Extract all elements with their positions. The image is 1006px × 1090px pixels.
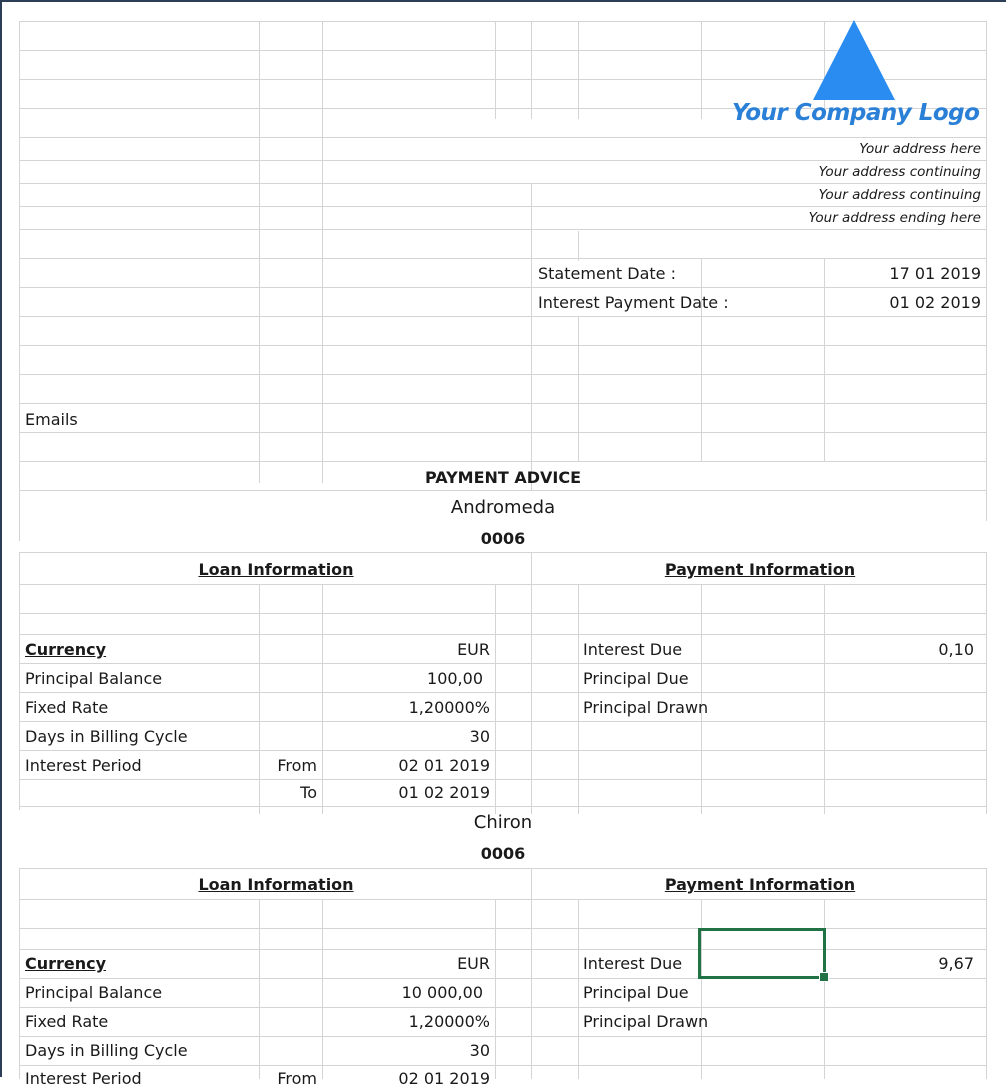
grid-column-line <box>259 21 260 483</box>
interest-payment-date-label: Interest Payment Date : <box>538 293 729 312</box>
principal-balance-label: Principal Balance <box>25 669 163 688</box>
address-line-4: Your address ending here <box>808 210 981 226</box>
grid-row-line <box>19 1007 987 1008</box>
interest-due-value: 9,67 <box>938 954 974 973</box>
address-line-1: Your address here <box>859 141 981 157</box>
interest-payment-date-value: 01 02 2019 <box>889 293 981 312</box>
interest-due-value: 0,10 <box>938 640 974 659</box>
interest-period-from-value: 02 01 2019 <box>398 756 490 775</box>
grid-column-line <box>578 584 579 814</box>
grid-row-line <box>19 432 987 433</box>
interest-due-label: Interest Due <box>583 640 683 659</box>
grid-row-line <box>19 258 987 259</box>
interest-period-from-label: From <box>277 756 317 775</box>
interest-period-label: Interest Period <box>25 756 142 775</box>
days-in-billing-cycle-label: Days in Billing Cycle <box>25 727 188 746</box>
currency-value: EUR <box>457 640 490 659</box>
payment-information-header: Payment Information <box>664 875 856 894</box>
grid-row-line <box>19 552 987 553</box>
grid-row-line <box>19 721 987 722</box>
grid-row-line <box>19 403 987 404</box>
statement-date-label: Statement Date : <box>538 264 676 283</box>
grid-row-line <box>19 949 987 950</box>
grid-column-line <box>578 231 579 261</box>
grid-column-line <box>495 899 496 1079</box>
grid-row-line <box>19 287 987 288</box>
grid-row-line <box>19 978 987 979</box>
fixed-rate-value: 1,20000% <box>408 1012 490 1031</box>
grid-row-line <box>19 316 987 317</box>
fill-handle[interactable] <box>819 972 829 982</box>
section-name: Andromeda <box>450 497 556 518</box>
currency-label: Currency <box>25 954 107 973</box>
grid-row-line <box>19 928 987 929</box>
grid-row-line <box>19 374 987 375</box>
principal-balance-value: 100,00 <box>427 669 483 688</box>
section-code: 0006 <box>480 844 526 863</box>
grid-row-line <box>19 613 987 614</box>
grid-column-line <box>824 899 825 1079</box>
grid-column-line <box>259 584 260 814</box>
grid-column-line <box>19 868 20 1079</box>
grid-row-line <box>19 1036 987 1037</box>
grid-row-line <box>19 750 987 751</box>
currency-label: Currency <box>25 640 107 659</box>
grid-row-line <box>19 663 987 664</box>
fixed-rate-label: Fixed Rate <box>25 1012 109 1031</box>
grid-column-line <box>986 868 987 1079</box>
grid-column-line <box>578 316 579 461</box>
grid-row-line <box>19 779 987 780</box>
grid-column-line <box>322 21 323 483</box>
interest-period-from-label: From <box>277 1069 317 1088</box>
company-logo-triangle-icon <box>813 20 895 100</box>
principal-due-label: Principal Due <box>583 669 689 688</box>
grid-column-line <box>259 899 260 1079</box>
days-in-billing-cycle-value: 30 <box>469 1041 490 1060</box>
grid-row-line <box>19 806 987 807</box>
grid-column-line <box>578 21 579 119</box>
fixed-rate-value: 1,20000% <box>408 698 490 717</box>
grid-row-line <box>19 1065 987 1066</box>
interest-period-label: Interest Period <box>25 1069 142 1088</box>
principal-balance-value: 10 000,00 <box>401 983 483 1002</box>
grid-column-line <box>531 552 532 814</box>
grid-column-line <box>824 316 825 461</box>
days-in-billing-cycle-label: Days in Billing Cycle <box>25 1041 188 1060</box>
fixed-rate-label: Fixed Rate <box>25 698 109 717</box>
company-logo-text: Your Company Logo <box>732 100 980 126</box>
grid-column-line <box>19 552 20 810</box>
grid-column-line <box>701 316 702 461</box>
interest-period-from-value: 02 01 2019 <box>398 1069 490 1088</box>
grid-row-line <box>19 229 987 230</box>
emails-label: Emails <box>25 410 78 429</box>
active-cell-selection[interactable] <box>698 928 826 979</box>
grid-row-line <box>19 461 987 462</box>
grid-column-line <box>531 868 532 1079</box>
loan-information-header: Loan Information <box>198 560 354 579</box>
section-code: 0006 <box>480 529 526 548</box>
payment-information-header: Payment Information <box>664 560 856 579</box>
grid-column-line <box>19 21 20 541</box>
interest-period-to-label: To <box>300 783 317 802</box>
grid-row-line <box>19 868 987 869</box>
principal-drawn-label: Principal Drawn <box>583 698 709 717</box>
grid-column-line <box>824 584 825 814</box>
grid-column-line <box>701 899 702 1079</box>
grid-row-line <box>19 584 987 585</box>
principal-balance-label: Principal Balance <box>25 983 163 1002</box>
grid-row-line <box>19 899 987 900</box>
interest-period-to-value: 01 02 2019 <box>398 783 490 802</box>
grid-column-line <box>578 899 579 1079</box>
grid-column-line <box>531 183 532 491</box>
grid-column-line <box>986 552 987 814</box>
statement-date-value: 17 01 2019 <box>889 264 981 283</box>
grid-column-line <box>495 584 496 814</box>
grid-row-line <box>19 490 987 491</box>
grid-row-line <box>19 345 987 346</box>
currency-value: EUR <box>457 954 490 973</box>
interest-due-label: Interest Due <box>583 954 683 973</box>
grid-column-line <box>531 21 532 119</box>
principal-drawn-label: Principal Drawn <box>583 1012 709 1031</box>
days-in-billing-cycle-value: 30 <box>469 727 490 746</box>
payment-advice-title: PAYMENT ADVICE <box>424 468 582 487</box>
address-line-3: Your address continuing <box>818 187 981 203</box>
grid-row-line <box>19 634 987 635</box>
principal-due-label: Principal Due <box>583 983 689 1002</box>
address-line-2: Your address continuing <box>818 164 981 180</box>
grid-column-line <box>986 21 987 521</box>
grid-row-line <box>19 692 987 693</box>
section-name: Chiron <box>473 812 533 833</box>
loan-information-header: Loan Information <box>198 875 354 894</box>
grid-column-line <box>701 21 702 119</box>
grid-column-line <box>495 21 496 119</box>
